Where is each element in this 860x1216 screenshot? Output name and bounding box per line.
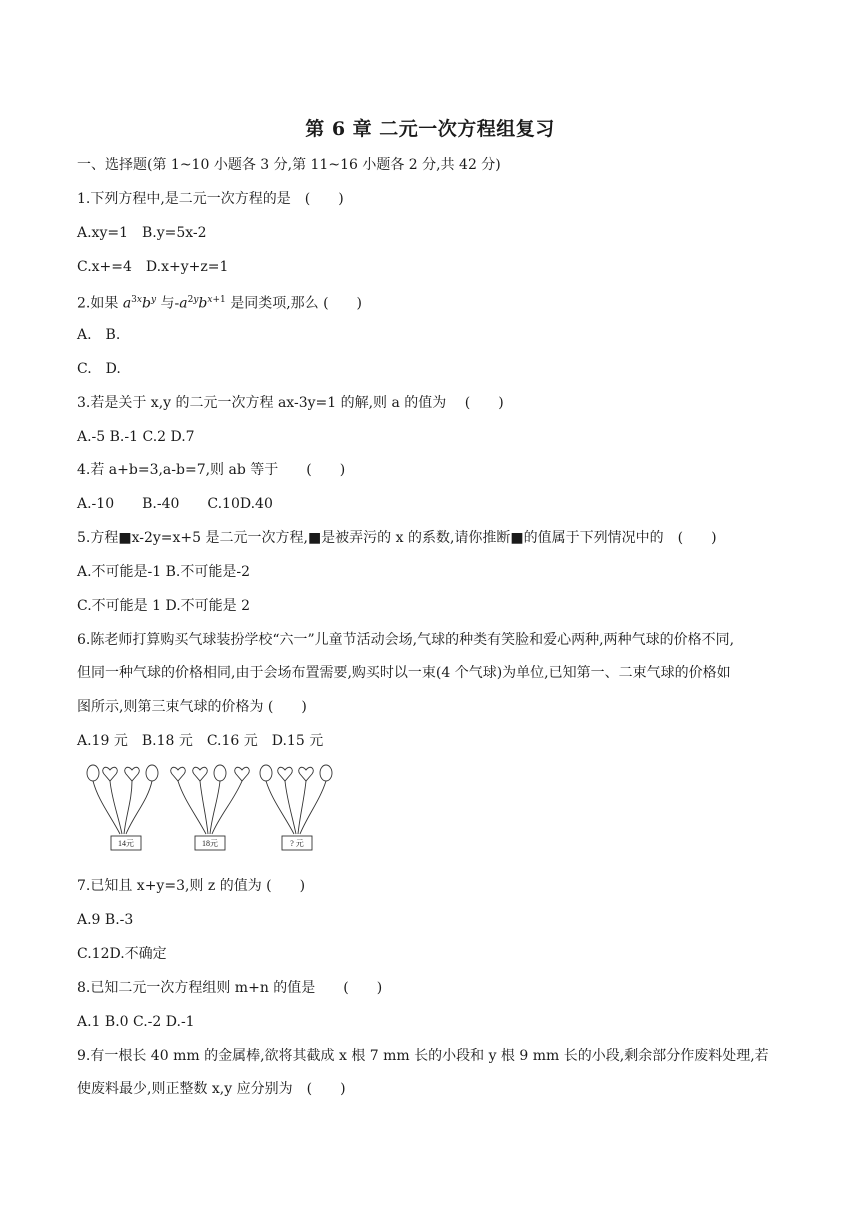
q6-options: A.19 元 B.18 元 C.16 元 D.15 元 bbox=[77, 733, 324, 749]
balloon-bunch-1 bbox=[87, 765, 158, 850]
q1-options-cd: C.x+=4 D.x+y+z=1 bbox=[77, 259, 229, 275]
balloon-bunch-2 bbox=[171, 765, 250, 850]
page-title: 第 6 章 二元一次方程组复习 bbox=[305, 118, 555, 140]
q5-stem: 5.方程■x-2y=x+5 是二元一次方程,■是被弄污的 x 的系数,请你推断■的值属于下列情况中的 ( ) bbox=[77, 530, 717, 546]
q9-stem-line2: 使废料最少,则正整数 x,y 应分别为 ( ) bbox=[77, 1081, 346, 1097]
q3-options: A.-5 B.-1 C.2 D.7 bbox=[77, 429, 195, 445]
balloon-bunch-3 bbox=[260, 765, 332, 850]
q5-options-cd: C.不可能是 1 D.不可能是 2 bbox=[77, 598, 251, 614]
q7-options-cd: C.12D.不确定 bbox=[77, 946, 167, 962]
q4-options: A.-10 B.-40 C.10D.40 bbox=[77, 496, 273, 512]
q1-stem: 1.下列方程中,是二元一次方程的是 ( ) bbox=[77, 191, 344, 207]
q6-stem-line2: 但同一种气球的价格相同,由于会场布置需要,购买时以一束(4 个气球)为单位,已知第一、二束气球的价格如 bbox=[77, 665, 731, 681]
q6-stem-line1: 6.陈老师打算购买气球装扮学校“六一”儿童节活动会场,气球的种类有笑脸和爱心两种,两种气球的价格不同, bbox=[77, 632, 735, 648]
q2-options-ab: A. B. bbox=[77, 327, 121, 343]
q7-options-ab: A.9 B.-3 bbox=[77, 912, 134, 928]
q5-options-ab: A.不可能是-1 B.不可能是-2 bbox=[77, 564, 251, 580]
q8-options: A.1 B.0 C.-2 D.-1 bbox=[77, 1014, 195, 1030]
balloon-figure bbox=[84, 760, 336, 856]
section-heading: 一、选择题(第 1~10 小题各 3 分,第 11~16 小题各 2 分,共 42 分) bbox=[77, 157, 501, 173]
q1-options-ab: A.xy=1 B.y=5x-2 bbox=[77, 225, 207, 241]
price-label-2: 18元 bbox=[202, 839, 218, 848]
price-label-3: ? 元 bbox=[290, 839, 304, 848]
price-label-1: 14元 bbox=[118, 839, 134, 848]
q7-stem: 7.已知且 x+y=3,则 z 的值为 ( ) bbox=[77, 878, 306, 894]
q4-stem: 4.若 a+b=3,a-b=7,则 ab 等于 ( ) bbox=[77, 462, 346, 478]
q8-stem: 8.已知二元一次方程组则 m+n 的值是 ( ) bbox=[77, 980, 383, 996]
q2-stem: 2.如果 $a^{3x}b^y$ 与$-a^{2y}b^{x+1}$ 是同类项,那么 ( ) bbox=[77, 295, 363, 312]
q6-stem-line3: 图所示,则第三束气球的价格为 ( ) bbox=[77, 699, 307, 715]
q9-stem-line1: 9.有一根长 40 mm 的金属棒,欲将其截成 x 根 7 mm 长的小段和 y 根 9 mm 长的小段,剩余部分作废料处理,若 bbox=[77, 1048, 769, 1064]
q3-stem: 3.若是关于 x,y 的二元一次方程 ax-3y=1 的解,则 a 的值为 ( ) bbox=[77, 395, 504, 411]
q2-options-cd: C. D. bbox=[77, 361, 121, 377]
